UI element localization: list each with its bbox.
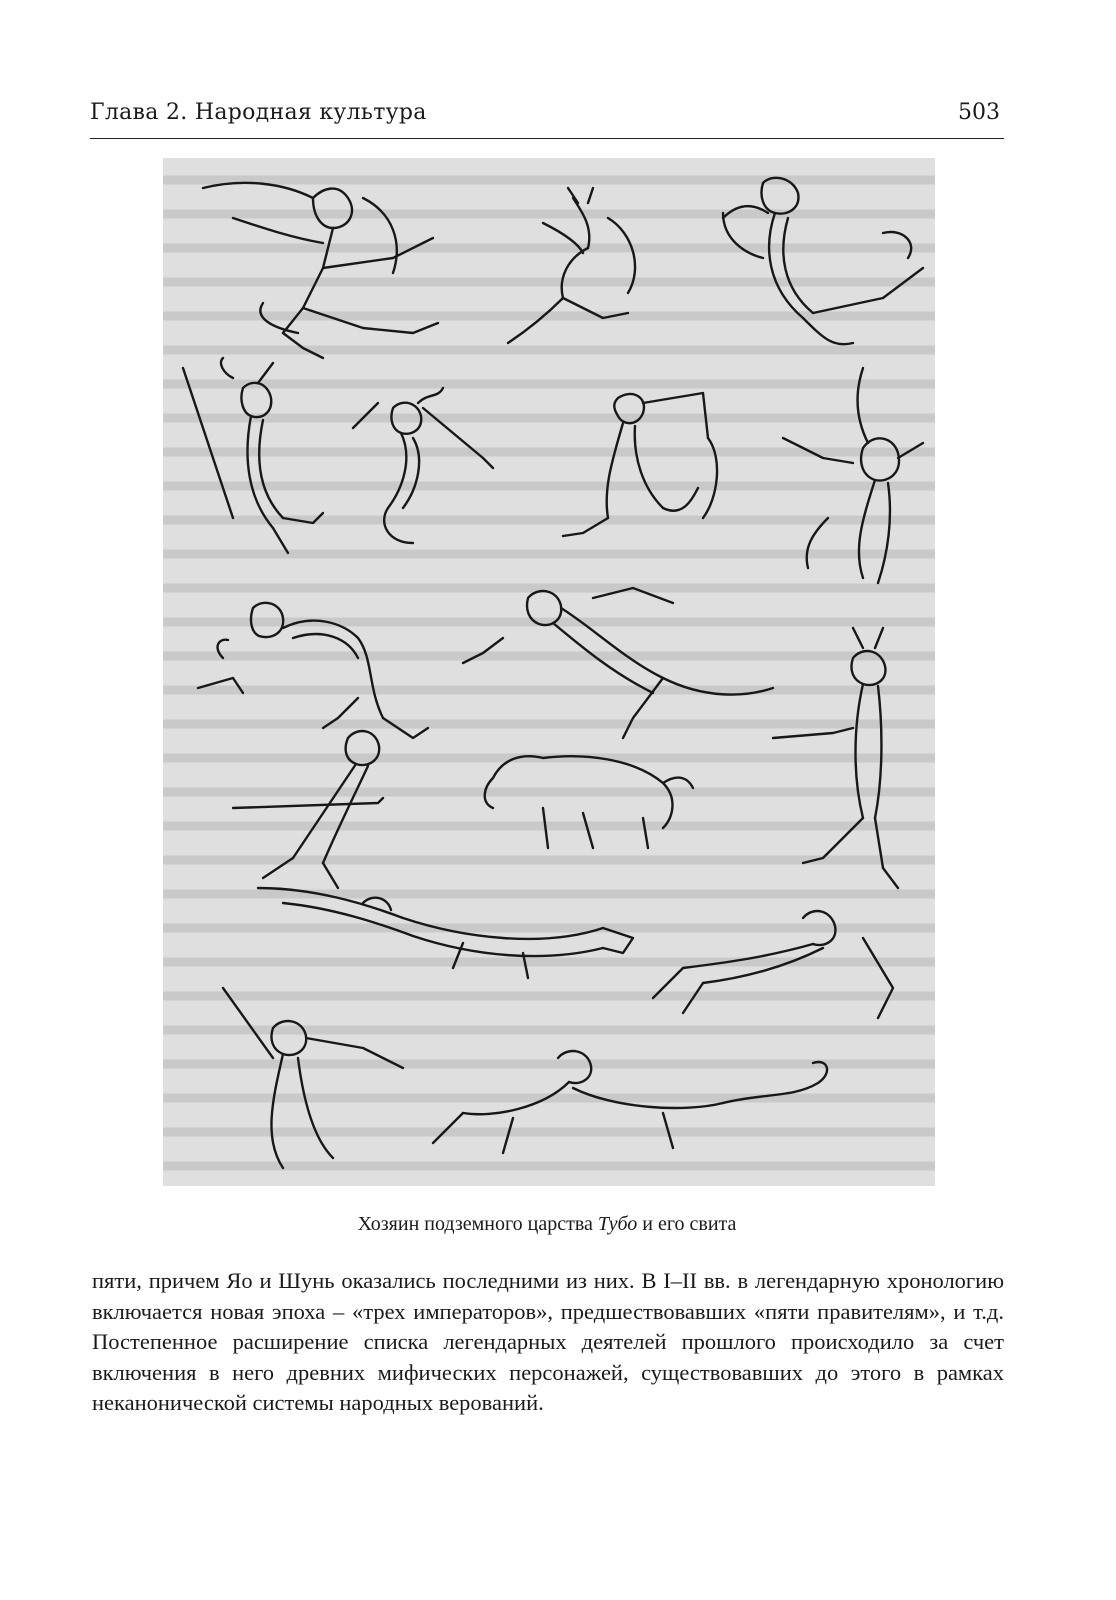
body-paragraph: пяти, причем Яо и Шунь оказались последними из них. В I–II вв. в легендарную хронологию включается новая эпоха – «трех императоров», предшествовавших «пяти правителям», и т.д. Постепенное расширение списка легендарных деятелей прошлого происходило за счет включения в него древних мифических персонажей, существовавших до этого в рамках неканонической системы народных верований.	[92, 1268, 1004, 1415]
demon-archer-figure	[203, 183, 438, 358]
demon-warrior-figure	[223, 988, 403, 1168]
running-head	[90, 98, 1004, 139]
figure-illustration	[163, 158, 935, 1186]
figure-caption	[90, 1211, 1004, 1237]
caption-italic-name: Тубо	[597, 1213, 638, 1235]
body-text	[92, 1266, 1004, 1419]
chapter-title: Глава 2. Народная культура	[90, 100, 427, 125]
caption-text-after: и его свита	[637, 1213, 737, 1235]
winged-demon-figure	[463, 588, 773, 738]
ox-figure	[485, 756, 693, 848]
caption-text-before: Хозяин подземного царства	[357, 1213, 598, 1235]
page-number: 503	[958, 100, 1000, 125]
illustration-icon	[163, 158, 935, 1186]
